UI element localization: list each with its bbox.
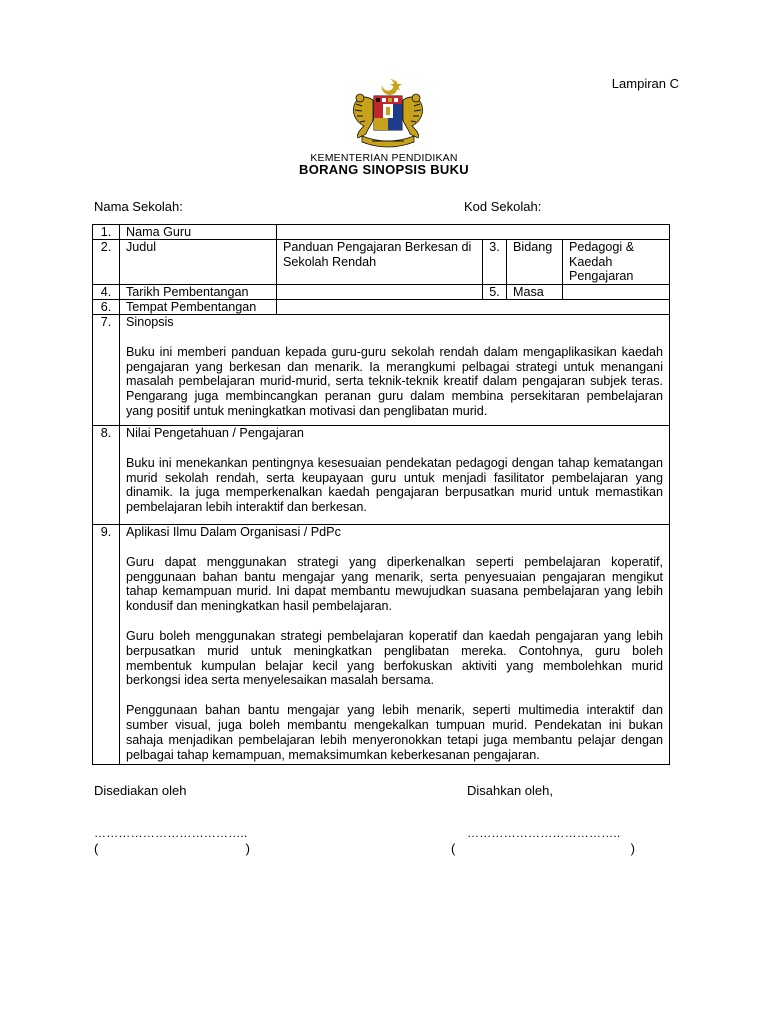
table-row-venue (93, 300, 670, 315)
section-label: Aplikasi Ilmu Dalam Organisasi / PdPc (126, 525, 341, 540)
approved-by-label: Disahkan oleh, (467, 783, 553, 798)
coat-of-arms-icon (342, 76, 434, 150)
synopsis-cell (120, 315, 670, 426)
row-label: Tempat Pembentangan (120, 300, 277, 315)
application-paragraph: Penggunaan bahan bantu mengajar yang lebih menarik, seperti multimedia interaktif dan sumber visual, juga boleh membantu mengekalkan tumpuan murid. Pendekatan ini bukan sahaja menjadikan pembelajaran lebih menyeronokkan tetapi juga membantu pelajar dengan pelbagai tahap kemampuan, memaksimumkan keberkesanan pengajaran. (126, 703, 663, 762)
knowledge-text: Buku ini menekankan pentingnya kesesuaian pendekatan pedagogi dengan tahap kematangan murid sekolah rendah, serta keupayaan guru untuk menjadi fasilitator pembelajaran yang dinamik. Ia juga memperkenalkan kaedah pengajaran berpusatkan murid untuk memastikan pembelajaran lebih interaktif dan berkesan. (126, 455, 663, 515)
close-paren: ) (245, 841, 250, 856)
row-label: Tarikh Pembentangan (120, 284, 277, 299)
school-name-label: Nama Sekolah: (94, 199, 183, 214)
field-value: Pedagogi & Kaedah Pengajaran (563, 240, 670, 284)
row-number: 9. (93, 525, 120, 765)
knowledge-cell (120, 426, 670, 525)
application-paragraph: Guru dapat menggunakan strategi yang diperkenalkan seperti pembelajaran koperatif, penggunaan bahan bantu mengajar yang menarik, serta penyesuaian pengajaran mengikut tahap kemampuan murid. Ini dapat membantu mewujudkan suasana pembelajaran yang lebih kondusif dan meningkatkan hasil pembelajaran. (126, 554, 663, 614)
approved-name-bracket (451, 841, 635, 856)
school-code-label: Kod Sekolah: (464, 199, 542, 214)
table-row-date (93, 284, 670, 299)
time-field[interactable] (563, 284, 670, 299)
row-number: 6. (93, 300, 120, 315)
application-cell (120, 525, 670, 765)
row-number: 1. (93, 225, 120, 240)
section-label: Nilai Pengetahuan / Pengajaran (126, 426, 304, 441)
table-row-synopsis (93, 315, 670, 426)
row-label: Bidang (507, 240, 563, 284)
synopsis-form-table (92, 224, 670, 765)
book-title-value: Panduan Pengajaran Berkesan di Sekolah Rendah (277, 240, 483, 284)
row-number: 7. (93, 315, 120, 426)
venue-field[interactable] (277, 300, 670, 315)
row-number: 5. (483, 284, 507, 299)
approved-signature-line: ……………………………….. (467, 826, 621, 840)
table-row-name (93, 225, 670, 240)
prepared-name-bracket (94, 841, 250, 856)
attachment-label: Lampiran C (611, 76, 679, 91)
row-label: Nama Guru (120, 225, 277, 240)
table-row-knowledge (93, 426, 670, 525)
prepared-by-label: Disediakan oleh (94, 783, 187, 798)
synopsis-text: Buku ini memberi panduan kepada guru-guru sekolah rendah dalam mengaplikasikan kaedah pengajaran yang berkesan dan menarik. Ia merangkumi pelbagai strategi untuk menangani masalah pembelajaran murid-murid, serta teknik-teknik kreatif dalam pengajaran subjek teras. Pengarang juga membincangkan peranan guru dalam membina persekitaran pembelajaran yang positif untuk meningkatkan motivasi dan penglibatan murid. (126, 344, 663, 419)
open-paren: ( (451, 841, 456, 856)
section-label: Sinopsis (126, 315, 174, 330)
row-label: Masa (507, 284, 563, 299)
form-title: BORANG SINOPSIS BUKU (299, 162, 469, 177)
prepared-signature-line: ……………………………….. (94, 826, 248, 840)
table-row-application (93, 525, 670, 765)
row-number: 8. (93, 426, 120, 525)
ministry-name: KEMENTERIAN PENDIDIKAN (310, 152, 458, 164)
close-paren: ) (630, 841, 635, 856)
row-number: 2. (93, 240, 120, 284)
teacher-name-field[interactable] (277, 225, 670, 240)
open-paren: ( (94, 841, 99, 856)
table-row-title (93, 240, 670, 284)
presentation-date-field[interactable] (277, 284, 483, 299)
row-label: Judul (120, 240, 277, 284)
row-number: 4. (93, 284, 120, 299)
application-paragraph: Guru boleh menggunakan strategi pembelajaran koperatif dan kaedah pengajaran yang lebih berpusatkan murid untuk meningkatkan penglibatan mereka. Contohnya, guru boleh membentuk kumpulan belajar kecil yang berfokuskan aktiviti yang membolehkan murid berkongsi idea serta menyelesaikan masalah bersama. (126, 629, 663, 688)
row-number: 3. (483, 240, 507, 284)
